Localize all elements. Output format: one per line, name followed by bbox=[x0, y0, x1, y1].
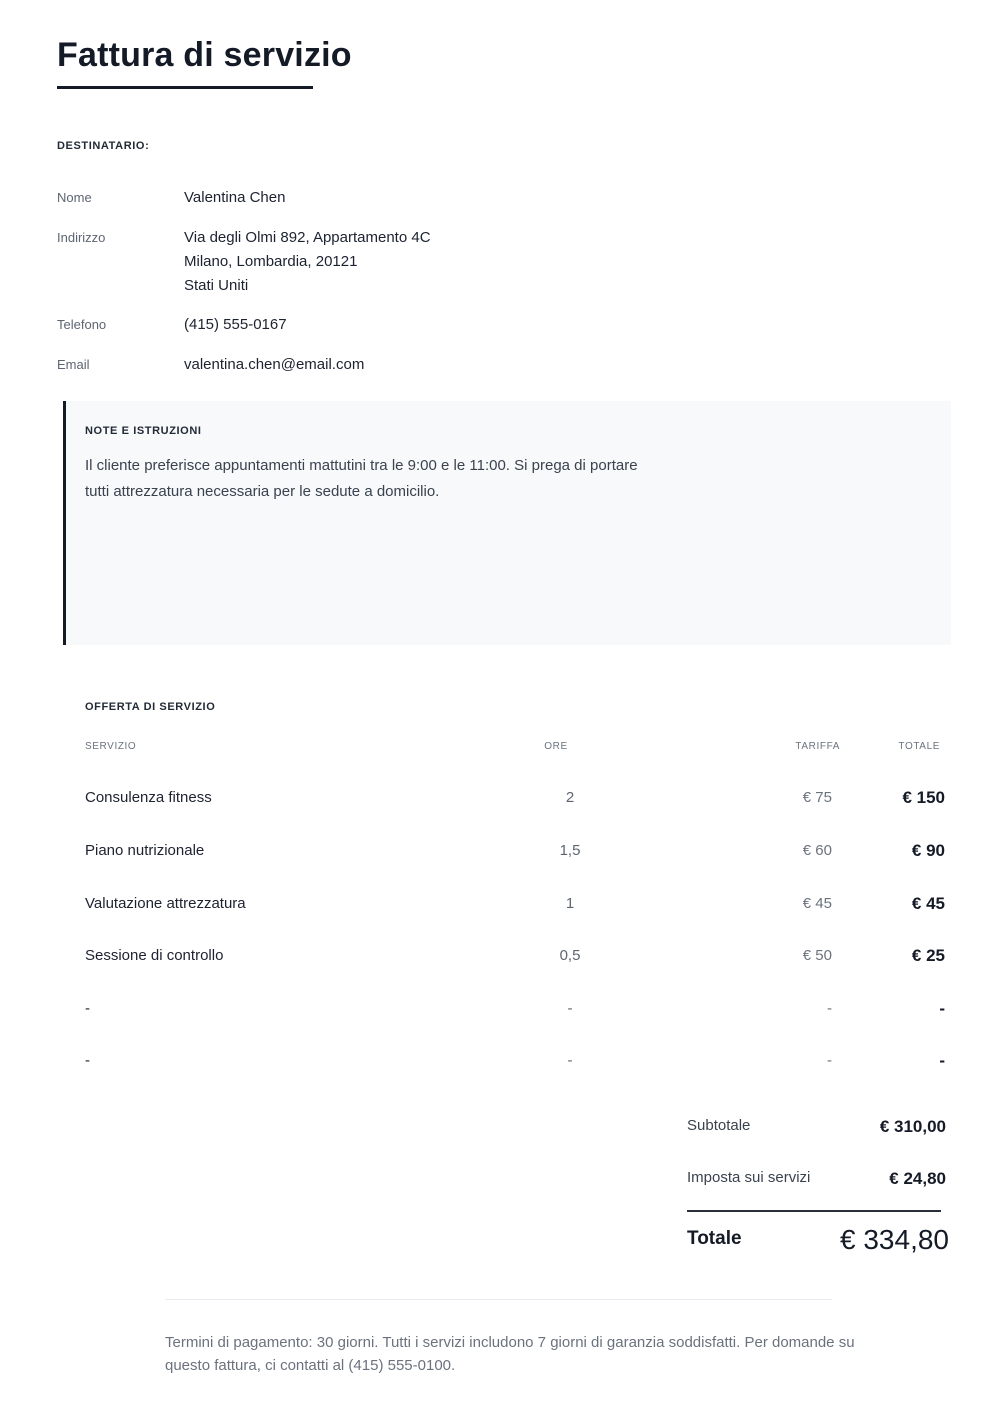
offer-heading: OFFERTA DI SERVIZIO bbox=[85, 701, 216, 713]
row-service: Sessione di controllo bbox=[85, 947, 224, 964]
notes-text: Il cliente preferisce appuntamenti mattutini tra le 9:00 e le 11:00. Si prega di portare tutti attrezzatura necessaria per le sedute a domicilio. bbox=[85, 457, 638, 500]
table-row bbox=[0, 941, 1000, 971]
row-rate: € 60 bbox=[802, 842, 832, 859]
address-line-2: Milano, Lombardia, 20121 bbox=[184, 253, 358, 270]
table-row bbox=[0, 889, 1000, 919]
invoice-title: Fattura di servizio bbox=[57, 36, 352, 74]
address-value bbox=[184, 226, 431, 298]
row-service: Valutazione attrezzatura bbox=[85, 895, 246, 912]
row-total: € 90 bbox=[911, 841, 945, 860]
row-hours: - bbox=[567, 1000, 573, 1017]
total-value: € 334,80 bbox=[840, 1224, 949, 1255]
row-total: € 45 bbox=[911, 894, 945, 913]
row-hours: - bbox=[567, 1052, 573, 1069]
total-divider bbox=[687, 1210, 941, 1212]
footer-divider bbox=[165, 1299, 832, 1300]
recipient-heading: DESTINATARIO: bbox=[57, 140, 150, 152]
row-rate: - bbox=[827, 1000, 832, 1017]
table-row bbox=[0, 994, 1000, 1024]
row-total: € 150 bbox=[902, 788, 945, 807]
row-hours: 0,5 bbox=[559, 947, 581, 964]
phone-label: Telefono bbox=[57, 317, 107, 332]
column-header-hours: ORE bbox=[544, 741, 568, 752]
subtotal-label: Subtotale bbox=[687, 1117, 751, 1134]
title-underline bbox=[57, 86, 313, 89]
row-rate: € 75 bbox=[802, 789, 832, 806]
subtotal-value: € 310,00 bbox=[879, 1117, 946, 1136]
address-line-3: Stati Uniti bbox=[184, 277, 249, 294]
column-header-total: TOTALE bbox=[898, 741, 940, 752]
address-line-1: Via degli Olmi 892, Appartamento 4C bbox=[184, 229, 431, 246]
table-row bbox=[0, 783, 1000, 813]
payment-terms: Termini di pagamento: 30 giorni. Tutti i servizi includono 7 giorni di garanzia soddisfatti. Per domande su questo fattura, ci contatti al (415) 555-0100. bbox=[165, 1334, 855, 1374]
row-service: - bbox=[85, 1000, 90, 1017]
name-value: Valentina Chen bbox=[184, 189, 286, 206]
notes-box bbox=[63, 401, 951, 645]
address-label: Indirizzo bbox=[57, 230, 106, 245]
row-hours: 1 bbox=[565, 895, 575, 912]
row-hours: 2 bbox=[565, 789, 575, 806]
table-row bbox=[0, 1046, 1000, 1076]
column-header-service: SERVIZIO bbox=[85, 741, 137, 752]
phone-value: (415) 555-0167 bbox=[184, 316, 287, 333]
row-service: - bbox=[85, 1052, 90, 1069]
email-value: valentina.chen@email.com bbox=[184, 356, 365, 373]
column-header-rate: TARIFFA bbox=[795, 741, 840, 752]
email-label: Email bbox=[57, 357, 90, 372]
name-label: Nome bbox=[57, 190, 92, 205]
row-hours: 1,5 bbox=[559, 842, 581, 859]
notes-heading: NOTE E ISTRUZIONI bbox=[85, 425, 202, 437]
row-rate: - bbox=[827, 1052, 832, 1069]
tax-label: Imposta sui servizi bbox=[687, 1169, 811, 1186]
row-total: - bbox=[939, 1051, 945, 1070]
row-service: Piano nutrizionale bbox=[85, 842, 205, 859]
row-rate: € 45 bbox=[802, 895, 832, 912]
tax-value: € 24,80 bbox=[889, 1169, 946, 1188]
row-total: - bbox=[939, 999, 945, 1018]
row-service: Consulenza fitness bbox=[85, 789, 212, 806]
row-total: € 25 bbox=[911, 946, 945, 965]
total-label: Totale bbox=[687, 1228, 742, 1249]
table-row bbox=[0, 836, 1000, 866]
row-rate: € 50 bbox=[802, 947, 832, 964]
